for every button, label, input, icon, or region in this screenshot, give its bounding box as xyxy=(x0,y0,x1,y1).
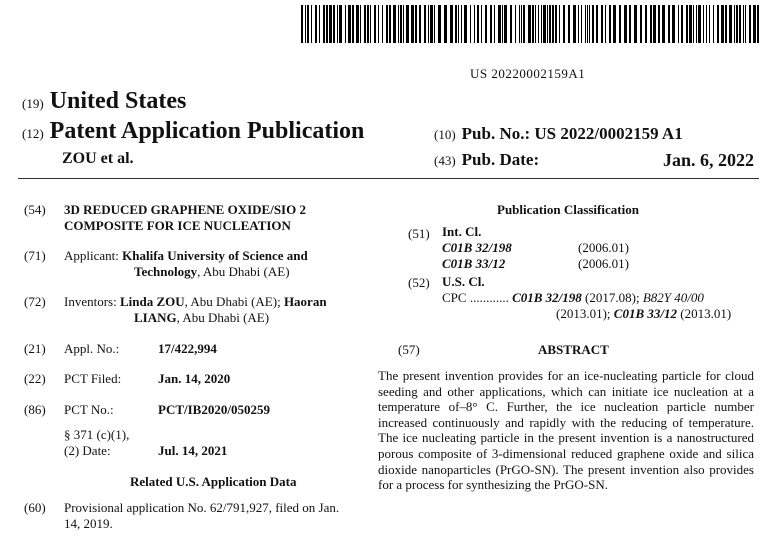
country-heading xyxy=(22,88,186,115)
cpc-line-1 xyxy=(442,290,704,306)
pub-date-code: (43) xyxy=(434,153,456,168)
pct-filed-field xyxy=(24,371,121,387)
pub-number-code: (10) xyxy=(434,127,456,142)
section-371-line-1: § 371 (c)(1), xyxy=(64,427,130,442)
inventor-2-name-b: LIANG xyxy=(134,310,177,325)
pub-date-value: Jan. 6, 2022 xyxy=(662,150,754,170)
pub-number-row xyxy=(434,124,683,144)
classification-title: Publication Classification xyxy=(497,202,639,217)
inventor-1-name: Linda ZOU xyxy=(119,294,185,309)
cpc-3-year: (2013.01) xyxy=(677,306,732,321)
publication-type-heading xyxy=(22,118,364,145)
header-divider xyxy=(18,178,759,179)
cpc-3-class: C01B 33/12 xyxy=(613,306,677,321)
country-code: (19) xyxy=(22,96,44,111)
inventors-line-2 xyxy=(134,310,269,326)
cpc-1-year: (2017.08); xyxy=(581,290,643,305)
applicant-code: (71) xyxy=(24,248,46,263)
title-line-1: 3D REDUCED GRAPHENE OXIDE/SIO 2 xyxy=(64,202,306,217)
int-cl-code: (51) xyxy=(408,226,430,241)
country-name: United States xyxy=(49,88,187,114)
us-cl-code: (52) xyxy=(408,275,430,290)
related-data-title: Related U.S. Application Data xyxy=(130,474,297,489)
provisional-line-1: Provisional application No. 62/791,927, filed on Jan. xyxy=(64,500,340,515)
applicant-name-2: Technology xyxy=(134,264,198,279)
cpc-2-year: (2013.01); xyxy=(556,306,614,321)
pub-date-row xyxy=(434,150,754,170)
applicant-label: Applicant: xyxy=(64,248,119,263)
int-cl-2-year: (2006.01) xyxy=(578,256,629,271)
int-cl-1-class: C01B 32/198 xyxy=(442,240,512,255)
title-line-2: COMPOSITE FOR ICE NUCLEATION xyxy=(64,218,291,233)
applicant-location: , Abu Dhabi (AE) xyxy=(197,264,290,279)
pub-number-label: Pub. No.: xyxy=(461,124,531,143)
cpc-label: CPC ............ xyxy=(442,290,509,305)
barcode-image xyxy=(301,5,761,43)
pct-no-label: PCT No.: xyxy=(64,402,114,417)
applicant-line-2 xyxy=(134,264,290,280)
pub-number-value: US 2022/0002159 A1 xyxy=(534,124,683,143)
pct-filed-label: PCT Filed: xyxy=(64,371,122,386)
publication-type-code: (12) xyxy=(22,126,44,141)
provisional-field xyxy=(24,500,339,516)
appl-no-label: Appl. No.: xyxy=(64,341,120,356)
pct-no-field xyxy=(24,402,114,418)
pct-filed-value: Jan. 14, 2020 xyxy=(158,371,231,386)
barcode-number: US 20220002159A1 xyxy=(470,66,586,81)
cpc-2-class: B82Y 40/00 xyxy=(642,290,704,305)
inventors-code: (72) xyxy=(24,294,46,309)
int-cl-label: Int. Cl. xyxy=(442,224,482,239)
inventors-field xyxy=(24,294,327,310)
section-371-line-2: (2) Date: xyxy=(64,443,111,458)
section-371-value: Jul. 14, 2021 xyxy=(158,443,228,458)
applicant-name-1: Khalifa University of Science and xyxy=(122,248,308,263)
appl-no-value: 17/422,994 xyxy=(158,341,217,356)
inventor-2-name-a: Haoran xyxy=(283,294,327,309)
int-cl-2-class: C01B 33/12 xyxy=(442,256,506,271)
abstract-title: ABSTRACT xyxy=(538,342,609,357)
pct-no-code: (86) xyxy=(24,402,46,417)
pub-date-label: Pub. Date: xyxy=(461,150,540,169)
inventors-label: Inventors: xyxy=(64,294,117,309)
inventor-1-location: , Abu Dhabi (AE); xyxy=(184,294,281,309)
pct-no-value: PCT/IB2020/050259 xyxy=(158,402,270,417)
abstract-code: (57) xyxy=(398,342,420,357)
provisional-line-2: 14, 2019. xyxy=(64,516,113,531)
pct-filed-code: (22) xyxy=(24,371,46,386)
appl-no-field xyxy=(24,341,119,357)
appl-no-code: (21) xyxy=(24,341,46,356)
int-cl-1-year: (2006.01) xyxy=(578,240,629,255)
cpc-1-class: C01B 32/198 xyxy=(512,290,582,305)
us-cl-label: U.S. Cl. xyxy=(442,274,485,289)
abstract-text: The present invention provides for an ice-nucleating particle for cloud seeding and other applications, which can initiate ice nucleation at a temperature of–8° C. Further, the ice nucleation particle number increased continuously and rapidly with the reducing of temperature. The ice nucleating particle in the present invention is a nanostructured porous composite of 3-dimensional reduced graphene oxide and silica dioxide nanoparticles (PrGO-SN). The present invention also provides for a process for synthesizing the PrGO-SN. xyxy=(378,368,754,493)
inventors-short: ZOU et al. xyxy=(62,150,134,167)
inventor-2-location: , Abu Dhabi (AE) xyxy=(176,310,270,325)
cpc-line-2 xyxy=(556,306,731,322)
publication-type: Patent Application Publication xyxy=(49,118,365,144)
provisional-code: (60) xyxy=(24,500,46,515)
title-field xyxy=(24,202,306,218)
title-code: (54) xyxy=(24,202,46,217)
applicant-field xyxy=(24,248,308,264)
